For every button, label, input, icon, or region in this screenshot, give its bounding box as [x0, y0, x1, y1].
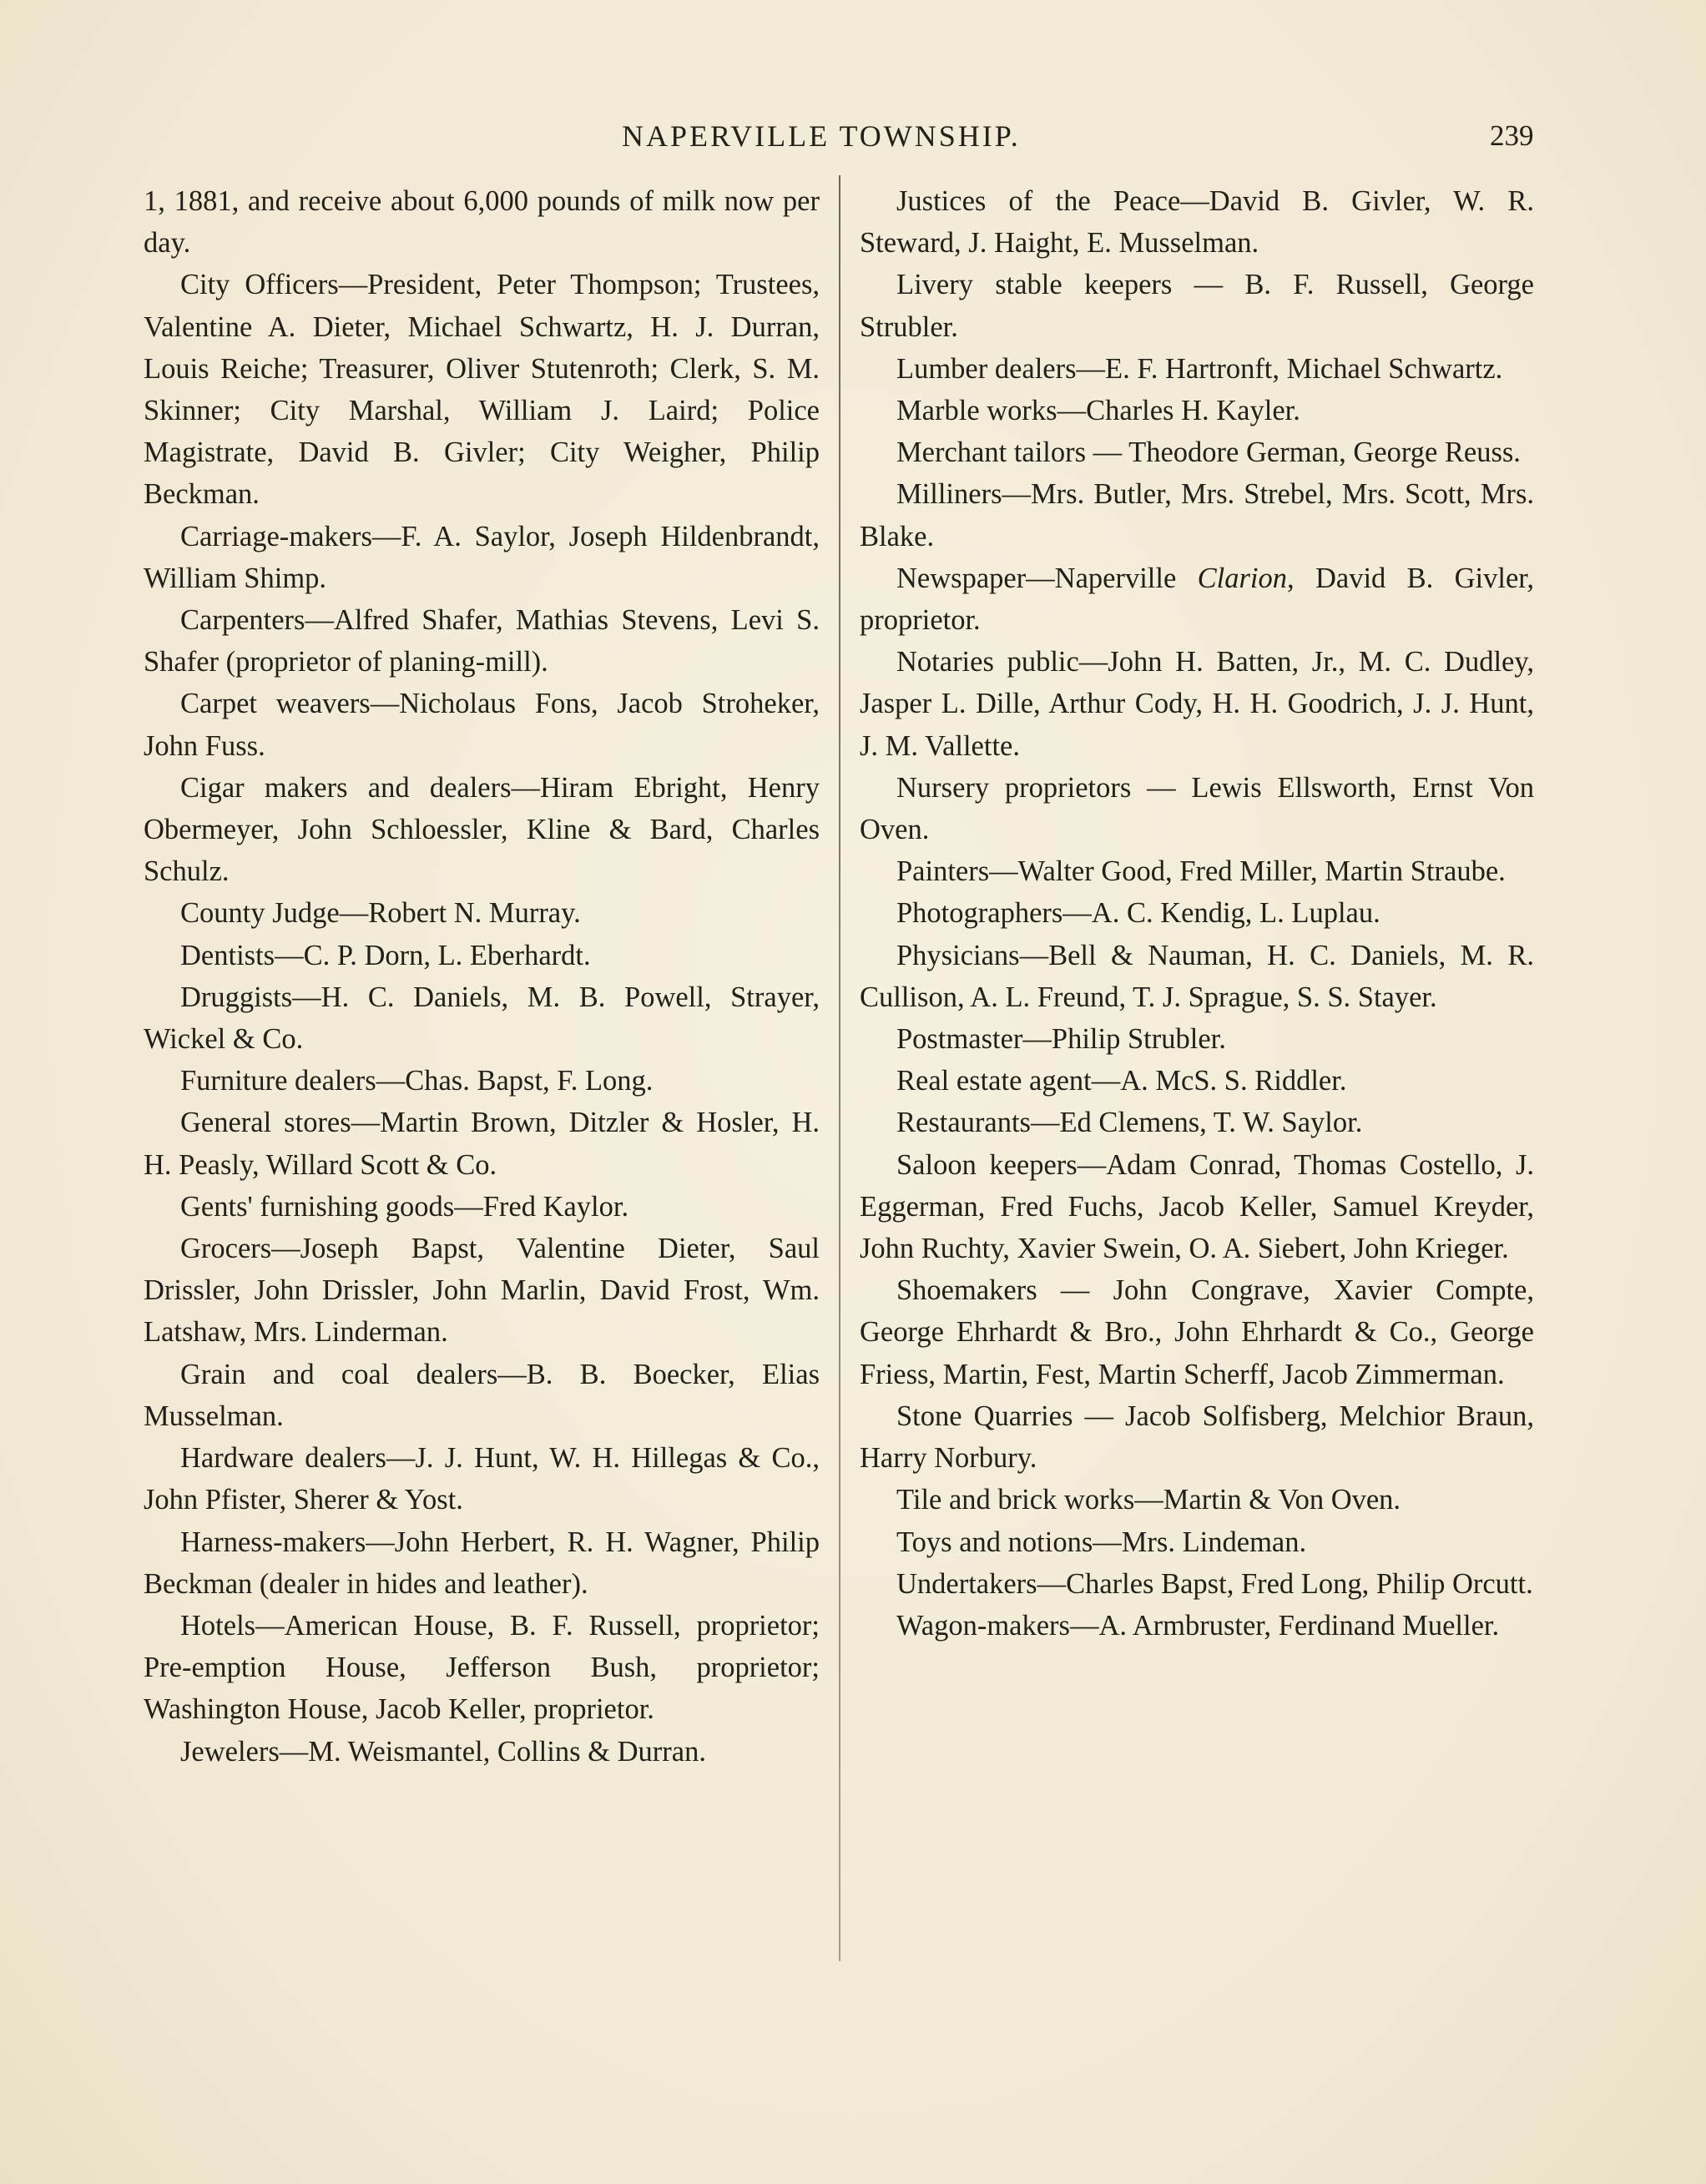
page-title: NAPERVILLE TOWNSHIP. — [622, 119, 1021, 153]
paragraph-physicians: Physicians—Bell & Nauman, H. C. Daniels, M. R. Cullison, A. L. Freund, T. J. Sprague, S. S. Stayer. — [860, 939, 1534, 1013]
paragraph-saloon-keepers: Saloon keepers—Adam Conrad, Thomas Costello, J. Eggerman, Fred Fuchs, Jacob Keller, Samuel Kreyder, John Ruchty, Xavier Swein, O. A. Siebert, John Krieger. — [860, 1148, 1534, 1265]
paragraph-photographers: Photographers—A. C. Kendig, L. Luplau. — [896, 897, 1380, 930]
paragraph-druggists: Druggists—H. C. Daniels, M. B. Powell, Strayer, Wickel & Co. — [144, 981, 820, 1056]
paragraph-tile-brick: Tile and brick works—Martin & Von Oven. — [896, 1484, 1401, 1516]
paragraph-county-judge: County Judge—Robert N. Murray. — [180, 897, 581, 930]
paragraph-grain-coal-dealers: Grain and coal dealers—B. B. Boecker, Elias Musselman. — [144, 1358, 820, 1432]
paragraph-postmaster: Postmaster—Philip Strubler. — [896, 1023, 1226, 1056]
paragraph-carriage-makers: Carriage-makers—F. A. Saylor, Joseph Hildenbrandt, William Shimp. — [144, 520, 820, 594]
paragraph-hotels: Hotels—American House, B. F. Russell, proprietor; Pre-emption House, Jefferson Bush, proprietor; Washington House, Jacob Keller, proprietor. — [144, 1609, 820, 1726]
page-number: 239 — [1490, 119, 1534, 152]
left-column — [144, 180, 820, 1773]
paragraph-merchant-tailors: Merchant tailors — Theodore German, George Reuss. — [896, 436, 1521, 469]
paragraph-painters: Painters—Walter Good, Fred Miller, Martin Straube. — [896, 855, 1506, 888]
paragraph-harness-makers: Harness-makers—John Herbert, R. H. Wagner, Philip Beckman (dealer in hides and leather). — [144, 1526, 820, 1600]
right-column — [860, 180, 1534, 1647]
paragraph-wagon-makers: Wagon-makers—A. Armbruster, Ferdinand Mueller. — [896, 1609, 1500, 1642]
paragraph-toys-notions: Toys and notions—Mrs. Lindeman. — [896, 1526, 1307, 1558]
newspaper-suffix: , David B. Givler, proprietor. — [860, 562, 1534, 637]
running-head — [0, 115, 1706, 157]
paragraph-justices: Justices of the Peace—David B. Givler, W. R. Steward, J. Haight, E. Musselman. — [860, 185, 1534, 260]
column-divider — [839, 175, 840, 1961]
paragraph-real-estate: Real estate agent—A. McS. S. Riddler. — [896, 1065, 1347, 1097]
paragraph-cigar-makers: Cigar makers and dealers—Hiram Ebright, Henry Obermeyer, John Schloessler, Kline & Bard, Charles Schulz. — [144, 771, 820, 888]
paragraph-general-stores: General stores—Martin Brown, Ditzler & Hosler, H. H. Peasly, Willard Scott & Co. — [144, 1107, 820, 1181]
paragraph-stone-quarries: Stone Quarries — Jacob Solfisberg, Melchior Braun, Harry Norbury. — [860, 1400, 1534, 1475]
paragraph-jewelers: Jewelers—M. Weismantel, Collins & Durran. — [180, 1735, 706, 1768]
paragraph-carpet-weavers: Carpet weavers—Nicholaus Fons, Jacob Stroheker, John Fuss. — [144, 688, 820, 762]
paragraph-restaurants: Restaurants—Ed Clemens, T. W. Saylor. — [896, 1107, 1363, 1139]
paragraph-marble-works: Marble works—Charles H. Kayler. — [896, 395, 1300, 427]
paragraph-furniture-dealers: Furniture dealers—Chas. Bapst, F. Long. — [180, 1065, 654, 1097]
paragraph-livery-stable: Livery stable keepers — B. F. Russell, George Strubler. — [860, 269, 1534, 343]
paragraph-grocers: Grocers—Joseph Bapst, Valentine Dieter, Saul Drissler, John Drissler, John Marlin, David Frost, Wm. Latshaw, Mrs. Linderman. — [144, 1233, 820, 1349]
paragraph-milliners: Milliners—Mrs. Butler, Mrs. Strebel, Mrs. Scott, Mrs. Blake. — [860, 478, 1534, 552]
paragraph-hardware-dealers: Hardware dealers—J. J. Hunt, W. H. Hillegas & Co., John Pfister, Sherer & Yost. — [144, 1442, 820, 1516]
newspaper-title: Clarion — [1197, 562, 1287, 594]
paragraph-dairy-continuation: 1, 1881, and receive about 6,000 pounds of milk now per day. — [144, 185, 820, 260]
paragraph-gents-furnishing: Gents' furnishing goods—Fred Kaylor. — [180, 1190, 629, 1223]
paragraph-dentists: Dentists—C. P. Dorn, L. Eberhardt. — [180, 939, 591, 971]
paragraph-shoemakers: Shoemakers — John Congrave, Xavier Compte, George Ehrhardt & Bro., John Ehrhardt & Co., George Friess, Martin, Fest, Martin Scherff, Jacob Zimmerman. — [860, 1274, 1534, 1390]
paragraph-newspaper — [860, 557, 1534, 641]
newspaper-prefix: Newspaper—Naperville — [896, 562, 1198, 594]
paragraph-carpenters: Carpenters—Alfred Shafer, Mathias Stevens, Levi S. Shafer (proprietor of planing-mill). — [144, 604, 820, 678]
paragraph-undertakers: Undertakers—Charles Bapst, Fred Long, Philip Orcutt. — [896, 1567, 1533, 1600]
paragraph-nursery: Nursery proprietors — Lewis Ellsworth, Ernst Von Oven. — [860, 771, 1534, 846]
paragraph-lumber-dealers: Lumber dealers—E. F. Hartronft, Michael Schwartz. — [896, 352, 1503, 385]
paragraph-city-officers: City Officers—President, Peter Thompson; Trustees, Valentine A. Dieter, Michael Schwartz, H. J. Durran, Louis Reiche; Treasurer, Oliver Stutenroth; Clerk, S. M. Skinner; City Marshal, William J. Laird; Police Magistrate, David B. Givler; City Weigher, Philip Beckman. — [144, 269, 820, 511]
paragraph-notaries: Notaries public—John H. Batten, Jr., M. C. Dudley, Jasper L. Dille, Arthur Cody, H. H. Goodrich, J. J. Hunt, J. M. Vallette. — [860, 646, 1534, 762]
